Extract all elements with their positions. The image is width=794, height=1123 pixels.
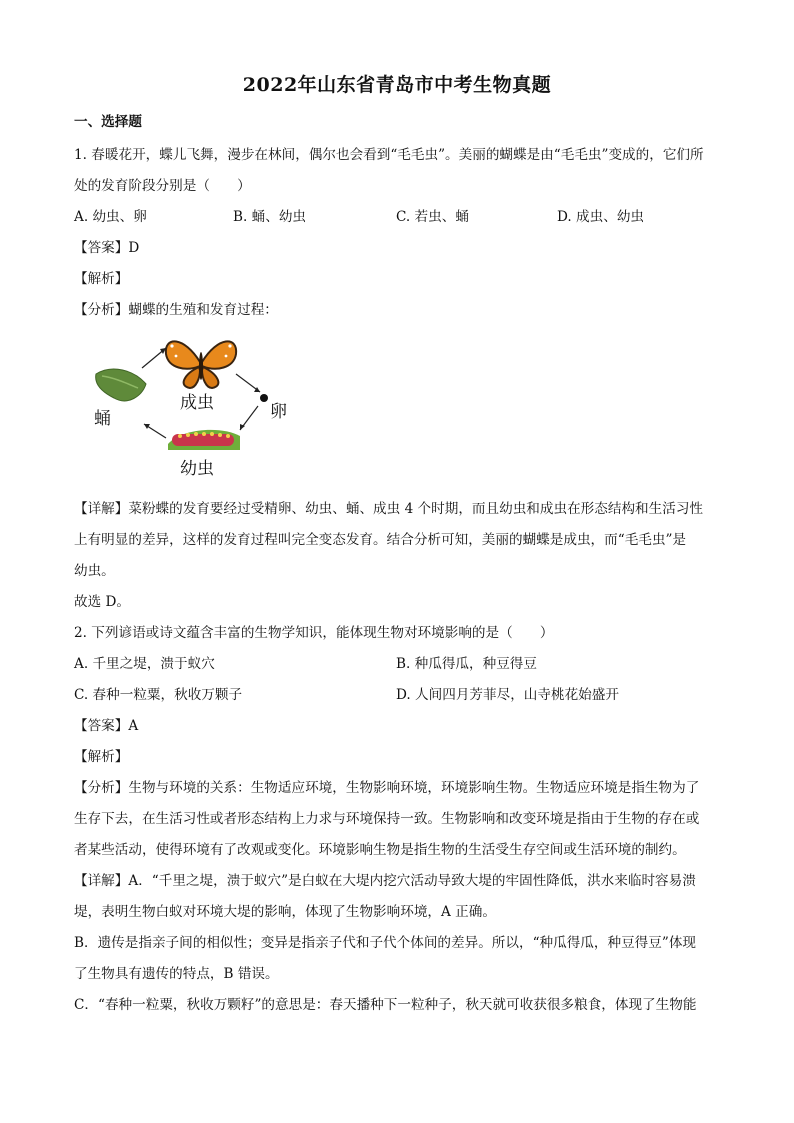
q1-option-a: A. 幼虫、卵 [74,209,147,225]
q2-detail-text1: A．“千里之堤，溃于蚁穴”是白蚁在大堤内挖穴活动导致大堤的牢固性降低，洪水来临时容易溃 [128,873,696,889]
q1-stem-line2: 处的发育阶段分别是（ ） [74,178,251,194]
label-egg: 卵 [270,402,287,422]
butterfly-illustration [166,341,236,388]
q2-stem: 2. 下列谚语或诗文蕴含丰富的生物学知识，能体现生物对环境影响的是（ ） [74,625,554,641]
q2-analysis-label: 【分析】 [74,780,129,796]
q1-detail-text1: 菜粉蝶的发育要经过受精卵、幼虫、蛹、成虫 4 个时期，而且幼虫和成虫在形态结构和生活习性 [128,501,704,517]
q1-detail-label: 【详解】 [74,501,129,517]
caterpillar-illustration [168,430,240,450]
label-adult: 成虫 [180,393,214,413]
q1-detail-line1 [74,497,703,517]
q1-analysis-text: 蝴蝶的生殖和发育过程： [128,302,278,318]
label-pupa: 蛹 [94,409,111,429]
q1-stem-line1: 1. 春暖花开，蝶儿飞舞，漫步在林间，偶尔也会看到“毛毛虫”。美丽的蝴蝶是由“毛毛虫”变成的，它们所 [74,147,704,163]
q1-option-c: C. 若虫、蛹 [396,209,469,225]
q2-detail-line5: C．“春种一粒粟，秋收万颗籽”的意思是：春天播种下一粒种子，秋天就可收获很多粮食，体现了生物能 [74,997,697,1013]
q2-analysis-text1: 生物与环境的关系：生物适应环境，生物影响环境，环境影响生物。生物适应环境是指生物为了 [128,780,700,796]
q1-answer: 【答案】D [74,240,140,256]
q1-jiexi-label: 【解析】 [74,271,129,287]
pupa-illustration [96,369,146,401]
q2-option-c: C. 春种一粒粟，秋收万颗子 [74,687,243,703]
page-title: 2022年山东省青岛市中考生物真题 [242,74,552,96]
q2-answer: 【答案】A [74,718,139,734]
q2-detail-line3: B．遗传是指亲子间的相似性；变异是指亲子代和子代个体间的差异。所以，“种瓜得瓜，种豆得豆”体现 [74,935,697,951]
q1-option-d: D. 成虫、幼虫 [557,209,645,225]
q2-jiexi-label: 【解析】 [74,749,129,765]
label-larva: 幼虫 [180,459,214,479]
egg-dot [260,394,268,402]
q1-detail-line2: 上有明显的差异，这样的发育过程叫完全变态发育。结合分析可知，美丽的蝴蝶是成虫，而“毛毛虫”是 [74,532,687,548]
q1-analysis [74,298,278,318]
q1-conclusion: 故选 D。 [74,594,131,610]
q2-detail-line2: 堤，表明生物白蚁对环境大堤的影响，体现了生物影响环境，A 正确。 [74,904,496,920]
q1-detail-line3: 幼虫。 [74,563,115,579]
q1-option-b: B. 蛹、幼虫 [233,209,307,225]
q2-option-a: A. 千里之堤，溃于蚁穴 [74,656,215,672]
butterfly-life-cycle-diagram [72,326,302,482]
q1-analysis-label: 【分析】 [74,302,129,318]
q2-analysis-line1 [74,776,699,796]
q2-detail-line4: 了生物具有遗传的特点，B 错误。 [74,966,279,982]
q2-analysis-line2: 生存下去，在生活习性或者形态结构上力求与环境保持一致。生物影响和改变环境是指由于生物的存在或 [74,811,700,827]
section-heading: 一、选择题 [74,114,142,130]
q2-option-d: D. 人间四月芳菲尽，山寺桃花始盛开 [396,687,619,703]
q2-detail-line1 [74,869,696,889]
q2-detail-label: 【详解】 [74,873,129,889]
q2-analysis-line3: 者某些活动，使得环境有了改观或变化。环境影响生物是指生物的生活受生存空间或生活环境的制约。 [74,842,686,858]
q2-option-b: B. 种瓜得瓜，种豆得豆 [396,656,537,672]
